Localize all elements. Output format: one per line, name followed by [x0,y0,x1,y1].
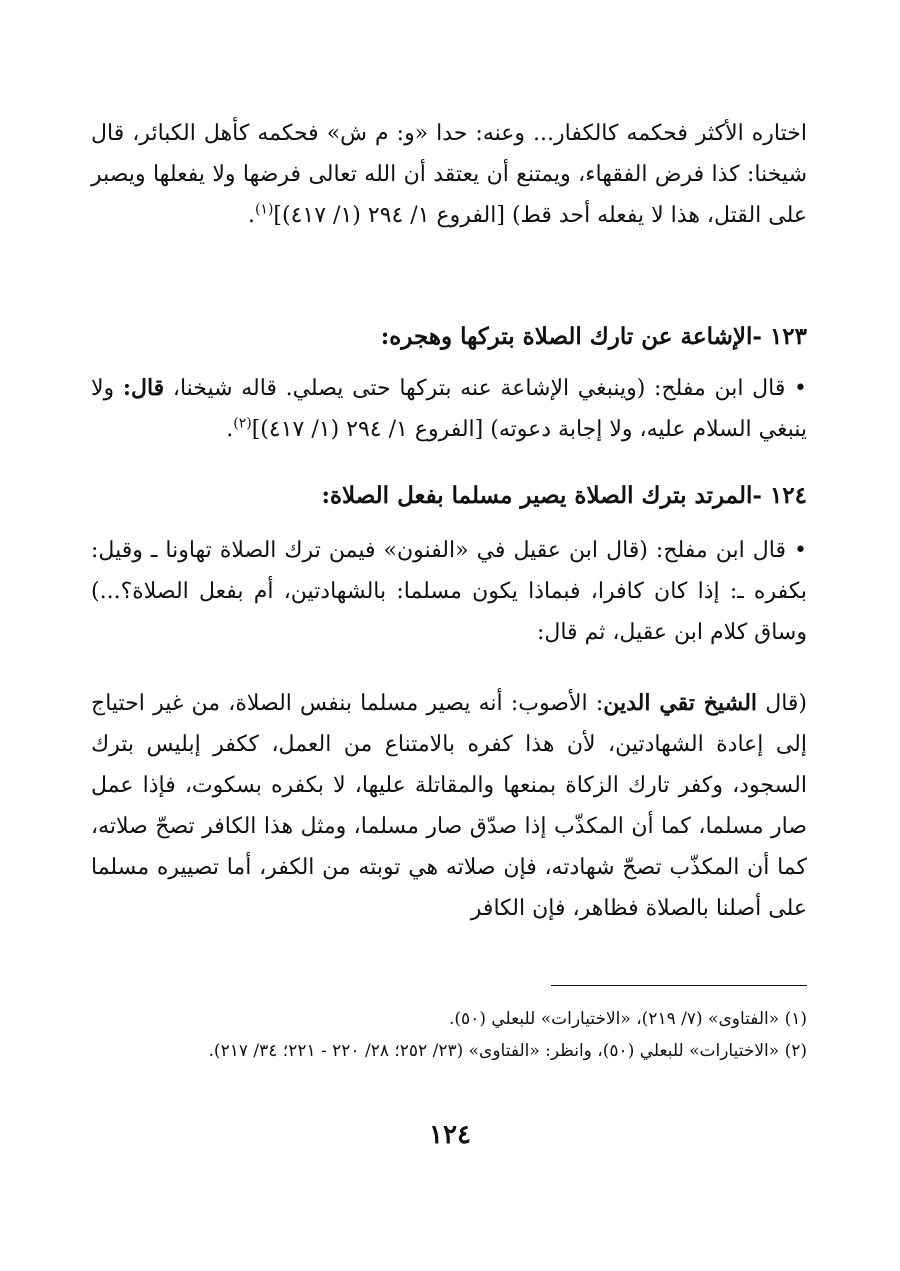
paragraph-4 [91,683,807,929]
paragraph-3 [91,530,807,653]
paragraph-2-text-b: ولا ينبغي السلام عليه، ولا إجابة دعوته) [الفروع ١/ ٢٩٤ (١/ ٤١٧)] [91,376,807,442]
section-heading-124: ١٢٤ -المرتد بترك الصلاة يصير مسلما بفعل الصلاة: [321,482,807,509]
paragraph-1 [91,113,807,236]
footnote-ref-1[interactable]: (١) [254,201,274,218]
section-heading-123: ١٢٣ -الإشاعة عن تارك الصلاة بتركها وهجره: [380,323,807,350]
paragraph-4-text-a: (قال [757,691,808,716]
paragraph-1-text: اختاره الأكثر فحكمه كالكفار... وعنه: حدا «و: م ش» فحكمه كأهل الكبائر، قال شيخنا: كذا فرض الفقهاء، ويمتنع أن يعتقد أن الله تعالى فرضها ولا يفعلها ويصبر على القتل، هذا لا يفعله أحد قط) [الفروع ١/ ٢٩٤ (١/ ٤١٧)] [91,121,807,228]
paragraph-2-end: . [226,417,234,442]
footnote-ref-2[interactable]: (٢) [233,415,252,432]
footnotes [91,1003,807,1067]
paragraph-2-text-a: • قال ابن مفلح: (وينبغي الإشاعة عنه بتركها حتى يصلي. قاله شيخنا، [172,376,807,401]
page-number: ١٢٤ [429,1120,471,1150]
footnote-divider [551,985,807,986]
paragraph-4-text-b: : الأصوب: أنه يصير مسلما بنفس الصلاة، من غير احتياج إلى إعادة الشهادتين، لأن هذا كفره بالامتناع من العمل، ككفر إبليس بترك السجود، وكفر تارك الزكاة بمنعها والمقاتلة عليها، لا بكفره بسكوت، فإذا عمل صار مسلما، كما أن المكذّب إذا صدّق صار مسلما، ومثل هذا الكافر تصحّ صلاته، كما أن المكذّب تصحّ شهادته، فإن صلاته هي توبته من الكفر، أما تصييره مسلما على أصلنا بالصلاة فظاهر، فإن الكافر [91,691,807,921]
paragraph-4-bold: الشيخ تقي الدين [603,690,758,716]
paragraph-3-text: • قال ابن مفلح: (قال ابن عقيل في «الفنون» فيمن ترك الصلاة تهاونا ـ وقيل: بكفره ـ: إذا كان كافرا، فبماذا يكون مسلما: بالشهادتين، أم بفعل الصلاة؟...) وساق كلام ابن عقيل، ثم قال: [91,538,807,645]
paragraph-2-bold: قال: [122,375,165,401]
footnote-1: (١) «الفتاوى» (٧/ ٢١٩)، «الاختيارات» للبعلي (٥٠). [449,1009,807,1029]
footnote-2: (٢) «الاختيارات» للبعلي (٥٠)، وانظر: «الفتاوى» (٢٣/ ٢٥٢؛ ٢٨/ ٢٢٠ - ٢٢١؛ ٣٤/ ٢١٧). [208,1041,807,1061]
paragraph-2 [91,368,807,450]
paragraph-1-end: . [247,203,255,228]
